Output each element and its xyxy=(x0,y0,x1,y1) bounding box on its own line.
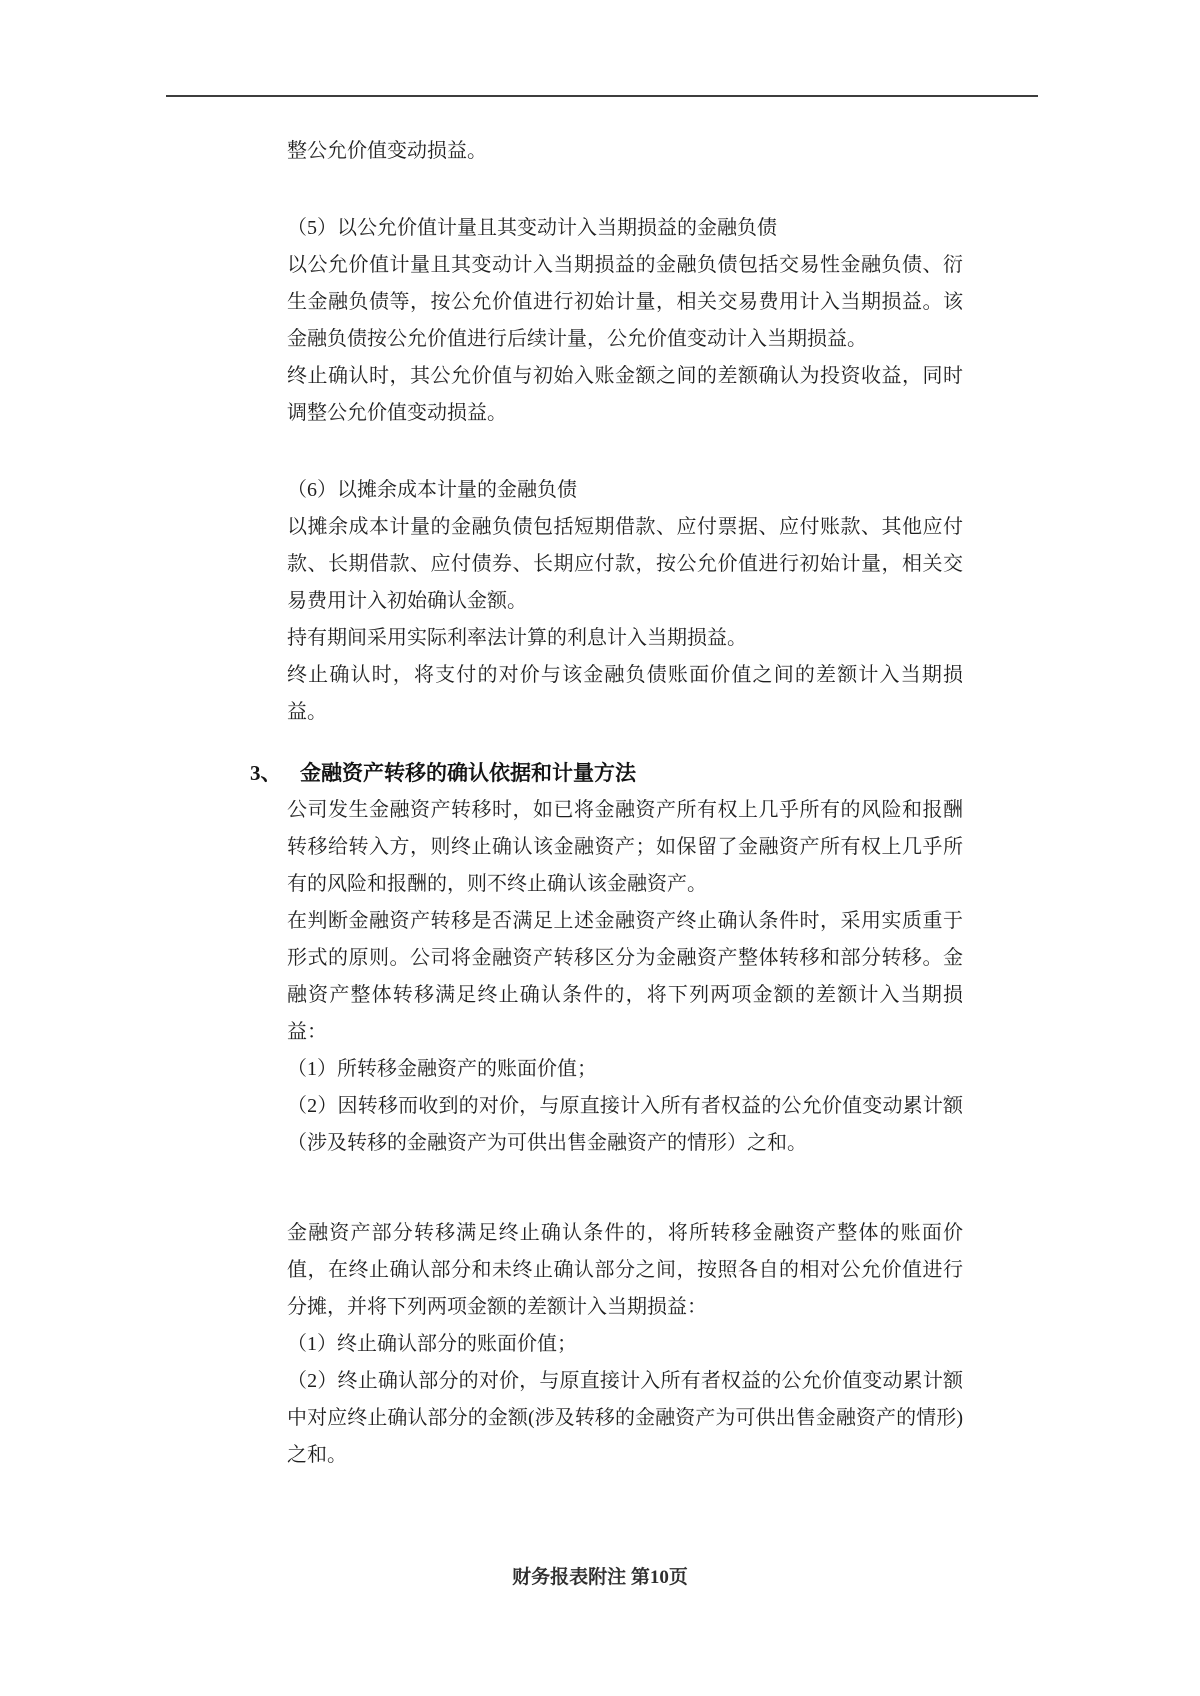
transfer-item-2: （2）因转移而收到的对价，与原直接计入所有者权益的公允价值变动累计额（涉及转移的金融资产为可供出售金融资产的情形）之和。 xyxy=(287,1095,963,1154)
section-amortized-cost-financial-liabilities xyxy=(287,472,963,731)
transfer-paragraph-2: 在判断金融资产转移是否满足上述金融资产终止确认条件时，采用实质重于形式的原则。公司将金融资产转移区分为金融资产整体转移和部分转移。金融资产整体转移满足终止确认条件的，将下列两项金额的差额计入当期损益： xyxy=(287,910,963,1043)
page-footer-text: 财务报表附注 第10页 xyxy=(512,1567,688,1588)
section-3-title: 金融资产转移的确认依据和计量方法 xyxy=(300,761,636,785)
header-divider xyxy=(166,95,1038,97)
transfer-item-3: （1）终止确认部分的账面价值； xyxy=(287,1333,577,1355)
document-body xyxy=(250,133,963,1474)
subsection-6-title: （6）以摊余成本计量的金融负债 xyxy=(287,479,577,501)
subsection-5-paragraph-2: 终止确认时，其公允价值与初始入账金额之间的差额确认为投资收益，同时调整公允价值变动损益。 xyxy=(287,365,963,424)
subsection-6-paragraph-3: 终止确认时，将支付的对价与该金融负债账面价值之间的差额计入当期损益。 xyxy=(287,664,963,723)
subsection-6-paragraph-2: 持有期间采用实际利率法计算的利息计入当期损益。 xyxy=(287,627,747,649)
transfer-item-4: （2）终止确认部分的对价，与原直接计入所有者权益的公允价值变动累计额中对应终止确认部分的金额(涉及转移的金融资产为可供出售金融资产的情形)之和。 xyxy=(287,1370,963,1466)
section-asset-transfer-partial xyxy=(287,1215,963,1474)
transfer-item-1: （1）所转移金融资产的账面价值； xyxy=(287,1058,597,1080)
section-fvtpl-financial-liabilities xyxy=(287,210,963,432)
carryover-paragraph: 整公允价值变动损益。 xyxy=(287,140,487,162)
subsection-6-paragraph-1: 以摊余成本计量的金融负债包括短期借款、应付票据、应付账款、其他应付款、长期借款、应付债券、长期应付款，按公允价值进行初始计量，相关交易费用计入初始确认金额。 xyxy=(287,516,963,612)
subsection-5-paragraph-1: 以公允价值计量且其变动计入当期损益的金融负债包括交易性金融负债、衍生金融负债等，按公允价值进行初始计量，相关交易费用计入当期损益。该金融负债按公允价值进行后续计量，公允价值变动计入当期损益。 xyxy=(287,254,963,350)
transfer-paragraph-3: 金融资产部分转移满足终止确认条件的，将所转移金融资产整体的账面价值，在终止确认部分和未终止确认部分之间，按照各自的相对公允价值进行分摊，并将下列两项金额的差额计入当期损益： xyxy=(287,1222,963,1318)
section-3-number: 3、 xyxy=(250,761,282,785)
section-3-heading xyxy=(250,755,963,792)
transfer-paragraph-1: 公司发生金融资产转移时，如已将金融资产所有权上几乎所有的风险和报酬转移给转入方，则终止确认该金融资产；如保留了金融资产所有权上几乎所有的风险和报酬的，则不终止确认该金融资产。 xyxy=(287,799,963,895)
section-asset-transfer-whole xyxy=(287,792,963,1162)
subsection-5-title: （5）以公允价值计量且其变动计入当期损益的金融负债 xyxy=(287,217,777,239)
page-footer xyxy=(0,1563,1200,1593)
